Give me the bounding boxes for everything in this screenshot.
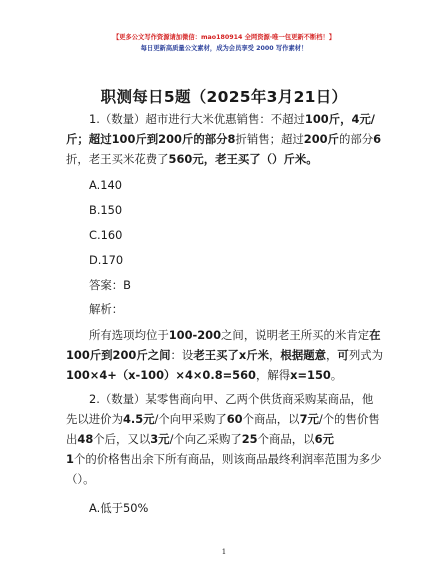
q1-answer: 答案：B (89, 278, 131, 292)
q1-option-a: A.140 (89, 178, 122, 192)
q1-analysis-label: 解析： (89, 302, 124, 316)
question2-text: 2.（数量）某零售商向甲、乙两个供货商采购某商品，他先以进价为4.5元/个向甲采购了60个商品，以7元/个的售价售出48个后，又以3元/个向乙采购了25个商品，以6元 1个的价格售出余下所有商品，则该商品最终利润率范围为多少（）。 (66, 392, 382, 486)
q2-option-a: A.低于50% (89, 501, 149, 515)
q1-option-d: D.170 (89, 253, 124, 267)
promo-banner-line1: 【更多公文写作资源请加微信：mao180914 全网资源·唯一包更新不断档！】 (112, 34, 336, 41)
page-number: 1 (221, 548, 227, 556)
page-title: 职测每日5题（2025年3月21日） (100, 88, 348, 106)
q1-option-c: C.160 (89, 228, 123, 242)
q1-analysis-text: 所有选项均位于100-200之间，说明老王所买的米肯定在100斤到200斤之间：设老王买了x斤米，根据题意，可列式为100×4+（x-100）×4×0.8=560，解得x=150。 (66, 328, 383, 382)
q1-option-b: B.150 (89, 203, 123, 217)
promo-banner-line2: 每日更新高质量公文素材，成为会员享受 2000 写作素材！ (140, 45, 308, 52)
question1-text: 1.（数量）超市进行大米优惠销售：不超过100斤，4元/斤；超过100斤到200斤的部分8折销售；超过200斤的部分6折，老王买米花费了560元，老王买了（）斤米。 (66, 112, 382, 166)
